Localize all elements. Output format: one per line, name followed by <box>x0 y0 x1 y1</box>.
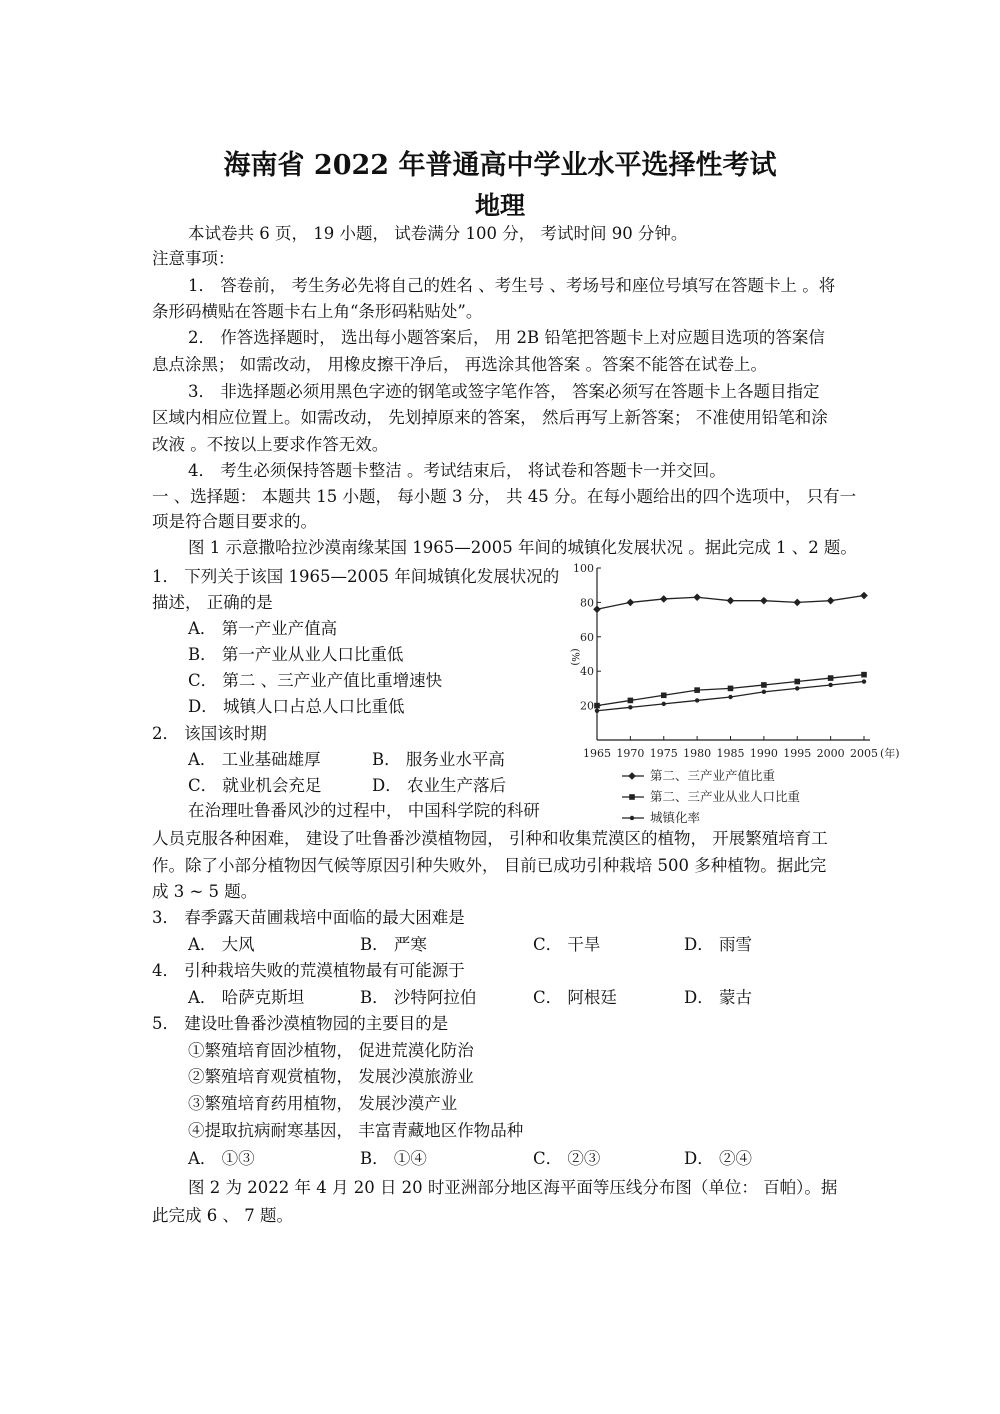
notice-2-line-1: 2． 作答选择题时， 选出每小题答案后， 用 2B 铅笔把答题卡上对应题目选项的答案信 <box>188 328 825 347</box>
x-tick-label: 1995 <box>783 747 812 760</box>
question-5-statement-4: ④提取抗病耐寒基因， 丰富青藏地区作物品种 <box>188 1121 524 1140</box>
question-2-option-c: C． 就业机会充足 <box>188 776 322 795</box>
question-2-stem: 2． 该国该时期 <box>152 724 267 743</box>
notice-3-line-1: 3． 非选择题必须用黑色字迹的钢笔或签字笔作答， 答案必须写在答题卡上各题目指定 <box>188 382 820 401</box>
x-tick-label: 1980 <box>683 747 712 760</box>
question-1-option-b: B． 第一产业从业人口比重低 <box>188 645 404 664</box>
y-tick-label: 60 <box>580 630 594 644</box>
question-4-option-b: B． 沙特阿拉伯 <box>360 988 477 1007</box>
figure-1-intro: 图 1 示意撒哈拉沙漠南缘某国 1965—2005 年间的城镇化发展状况 。据此完成 1 、2 题。 <box>188 538 857 557</box>
question-3-stem: 3． 春季露天苗圃栽培中面临的最大困难是 <box>152 908 465 927</box>
data-point-dot <box>662 702 666 706</box>
x-tick-label: 2000 <box>816 747 845 760</box>
y-tick-label: 80 <box>580 596 594 610</box>
data-point-dot <box>795 686 799 690</box>
passage-2-line-3: 作。除了小部分植物因气候等原因引种失败外， 目前已成功引种栽培 500 多种植物。据此完 <box>152 856 827 875</box>
notice-3-line-2: 区域内相应位置上。如需改动， 先划掉原来的答案， 然后再写上新答案； 不准使用铅笔和涂 <box>152 408 828 427</box>
notice-heading: 注意事项： <box>152 249 235 268</box>
figure-2-intro-line-2: 此完成 6 、 7 题。 <box>152 1206 293 1225</box>
x-tick-label: 1985 <box>716 747 745 760</box>
question-5-statement-3: ③繁殖培育药用植物， 发展沙漠产业 <box>188 1094 458 1113</box>
data-point-square <box>728 686 734 692</box>
data-point-diamond <box>593 605 601 613</box>
notice-1-line-1: 1． 答卷前， 考生务必先将自己的姓名 、考生号 、考场号和座位号填写在答题卡上 。将 <box>188 276 836 295</box>
data-point-diamond <box>827 597 835 605</box>
notice-3-line-3: 改液 。不按以上要求作答无效。 <box>152 435 389 454</box>
question-4-stem: 4． 引种栽培失败的荒漠植物最有可能源于 <box>152 961 465 980</box>
section-1-line-1: 一 、选择题： 本题共 15 小题， 每小题 3 分， 共 45 分。在每小题给出的四个选项中， 只有一 <box>152 487 857 506</box>
legend-label: 第二、三产业产值比重 <box>650 768 776 783</box>
data-point-square <box>594 703 600 709</box>
question-5-option-a: A． ①③ <box>188 1149 255 1168</box>
question-3-option-a: A． 大风 <box>188 935 255 954</box>
data-point-dot <box>762 690 766 694</box>
question-3-option-b: B． 严寒 <box>360 935 427 954</box>
question-2-option-b: B． 服务业水平高 <box>372 750 505 769</box>
question-1-stem-1: 1． 下列关于该国 1965—2005 年间城镇化发展状况的 <box>152 567 560 586</box>
data-point-dot <box>628 705 632 709</box>
data-point-diamond <box>760 597 768 605</box>
question-5-statement-1: ①繁殖培育固沙植物， 促进荒漠化防治 <box>188 1041 474 1060</box>
question-5-stem: 5． 建设吐鲁番沙漠植物园的主要目的是 <box>152 1014 449 1033</box>
question-5-option-d: D． ②④ <box>684 1149 752 1168</box>
data-point-diamond <box>727 597 735 605</box>
y-tick-label: 40 <box>580 665 594 679</box>
data-point-dot <box>595 709 599 713</box>
data-point-square <box>794 679 800 685</box>
data-point-square <box>629 794 635 800</box>
y-tick-label: 20 <box>580 699 594 713</box>
data-point-square <box>828 675 834 681</box>
data-point-square <box>761 682 767 688</box>
question-1-stem-2: 描述， 正确的是 <box>152 593 273 612</box>
data-point-diamond <box>627 599 635 607</box>
data-point-dot <box>728 695 732 699</box>
passage-2-line-2: 人员克服各种困难， 建设了吐鲁番沙漠植物园， 引种和收集荒漠区的植物， 开展繁殖培育工 <box>152 829 828 848</box>
subject-title: 地理 <box>474 191 525 220</box>
data-point-diamond <box>628 772 636 780</box>
question-1-option-c: C． 第二 、三产业产值比重增速快 <box>188 671 443 690</box>
question-5-statement-2: ②繁殖培育观赏植物， 发展沙漠旅游业 <box>188 1067 474 1086</box>
data-point-dot <box>862 679 866 683</box>
x-tick-label: 1970 <box>616 747 645 760</box>
figure-2-intro-line-1: 图 2 为 2022 年 4 月 20 日 20 时亚洲部分地区海平面等压线分布图（单位： 百帕）。据 <box>188 1178 838 1197</box>
data-point-square <box>694 687 700 693</box>
legend-label: 第二、三产业从业人口比重 <box>650 789 801 804</box>
y-tick-label: 100 <box>573 562 594 575</box>
exam-intro: 本试卷共 6 页， 19 小题， 试卷满分 100 分， 考试时间 90 分钟。 <box>188 224 688 243</box>
x-tick-label: 1990 <box>749 747 778 760</box>
passage-2-line-1: 在治理吐鲁番风沙的过程中， 中国科学院的科研 <box>188 801 540 820</box>
urbanization-line-chart <box>560 562 900 830</box>
data-point-diamond <box>860 592 868 600</box>
question-1-option-a: A． 第一产业产值高 <box>188 619 338 638</box>
exam-title: 海南省 2022 年普通高中学业水平选择性考试 <box>223 150 777 181</box>
data-point-square <box>661 692 667 698</box>
question-2-option-d: D． 农业生产落后 <box>372 776 506 795</box>
section-1-line-2: 项是符合题目要求的。 <box>152 512 317 531</box>
legend-label: 城镇化率 <box>650 810 701 825</box>
question-4-option-a: A． 哈萨克斯坦 <box>188 988 305 1007</box>
data-point-diamond <box>793 599 801 607</box>
data-point-dot <box>630 816 634 820</box>
passage-2-line-4: 成 3 ~ 5 题。 <box>152 882 258 901</box>
question-5-option-b: B． ①④ <box>360 1149 427 1168</box>
question-3-option-d: D． 雨雪 <box>684 935 752 954</box>
question-5-option-c: C． ②③ <box>533 1149 601 1168</box>
notice-4: 4． 考生必须保持答题卡整洁 。考试结束后， 将试卷和答题卡一并交回。 <box>188 461 726 480</box>
data-point-dot <box>828 683 832 687</box>
question-1-option-d: D． 城镇人口占总人口比重低 <box>188 697 405 716</box>
x-tick-label: 1965 <box>583 747 611 760</box>
data-point-diamond <box>660 595 668 603</box>
x-axis-label: (年) <box>880 747 900 760</box>
question-4-option-d: D． 蒙古 <box>684 988 752 1007</box>
data-point-square <box>628 698 634 704</box>
x-tick-label: 2005 <box>850 747 878 760</box>
notice-1-line-2: 条形码横贴在答题卡右上角“条形码粘贴处”。 <box>152 302 483 321</box>
question-2-option-a: A． 工业基础雄厚 <box>188 750 321 769</box>
question-3-option-c: C． 干旱 <box>533 935 601 954</box>
notice-2-line-2: 息点涂黑； 如需改动， 用橡皮擦干净后， 再选涂其他答案 。答案不能答在试卷上。 <box>152 355 767 374</box>
data-point-square <box>861 672 867 678</box>
y-axis-label: (%) <box>569 648 580 666</box>
data-point-diamond <box>693 593 701 601</box>
x-tick-label: 1975 <box>649 747 678 760</box>
question-4-option-c: C． 阿根廷 <box>533 988 617 1007</box>
data-point-dot <box>695 698 699 702</box>
